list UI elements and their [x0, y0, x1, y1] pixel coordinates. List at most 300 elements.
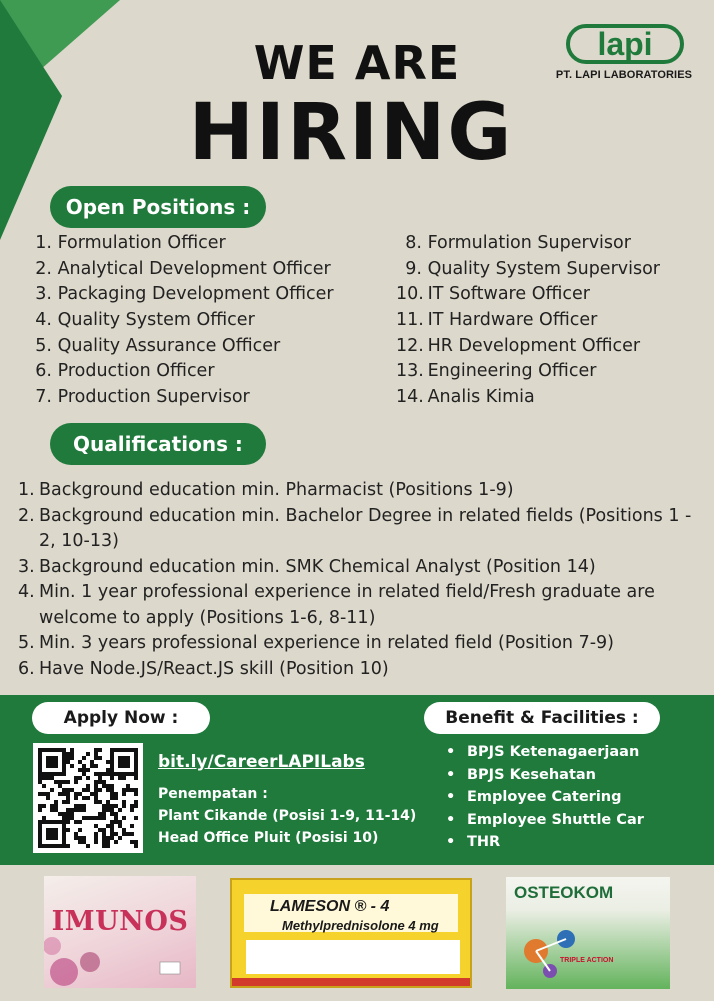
- qr-module: [114, 772, 118, 776]
- open-positions-title: Open Positions :: [50, 186, 266, 228]
- qr-module: [58, 780, 62, 784]
- qr-module: [62, 820, 66, 824]
- qr-module: [94, 780, 98, 784]
- qr-module: [38, 820, 42, 824]
- qr-module: [78, 776, 82, 780]
- qr-module: [106, 844, 110, 848]
- qr-module: [122, 816, 126, 820]
- qr-module: [58, 784, 62, 788]
- qr-module: [54, 760, 58, 764]
- qr-module: [42, 820, 46, 824]
- qr-module: [54, 836, 58, 840]
- qr-module: [134, 760, 138, 764]
- qr-module: [38, 832, 42, 836]
- qr-module: [78, 836, 82, 840]
- qr-module: [70, 764, 74, 768]
- qr-module: [106, 800, 110, 804]
- qr-module: [54, 748, 58, 752]
- qr-module: [38, 776, 42, 780]
- qr-module: [98, 828, 102, 832]
- qr-module: [126, 788, 130, 792]
- qr-module: [94, 836, 98, 840]
- qr-module: [130, 804, 134, 808]
- qr-module: [106, 788, 110, 792]
- qr-module: [98, 800, 102, 804]
- qr-module: [78, 768, 82, 772]
- qr-module: [90, 792, 94, 796]
- qr-module: [122, 832, 126, 836]
- qr-module: [82, 796, 86, 800]
- qr-module: [134, 756, 138, 760]
- qr-module: [50, 836, 54, 840]
- qr-module: [46, 844, 50, 848]
- qualifications-list: [18, 478, 708, 682]
- qr-module: [110, 820, 114, 824]
- qr-module: [54, 808, 58, 812]
- qr-module: [58, 772, 62, 776]
- qr-module: [54, 772, 58, 776]
- qr-module: [118, 836, 122, 840]
- qr-module: [98, 788, 102, 792]
- qr-module: [102, 836, 106, 840]
- product-lameson: [230, 878, 472, 988]
- qr-module: [122, 764, 126, 768]
- qr-module: [102, 840, 106, 844]
- qr-module: [38, 840, 42, 844]
- qr-module: [98, 748, 102, 752]
- qr-module: [134, 764, 138, 768]
- qr-module: [130, 772, 134, 776]
- qr-module: [110, 768, 114, 772]
- qr-module: [50, 820, 54, 824]
- qr-module: [54, 832, 58, 836]
- qr-module: [134, 840, 138, 844]
- qr-module: [110, 748, 114, 752]
- qr-module: [126, 748, 130, 752]
- qr-module: [54, 764, 58, 768]
- qr-module: [110, 792, 114, 796]
- qr-module: [110, 756, 114, 760]
- qr-module: [114, 812, 118, 816]
- qr-module: [82, 768, 86, 772]
- qr-module: [102, 784, 106, 788]
- qr-module: [50, 776, 54, 780]
- qr-module: [106, 804, 110, 808]
- position-item: 1. Formulation Officer: [35, 233, 226, 253]
- qr-module: [86, 768, 90, 772]
- qr-module: [94, 752, 98, 756]
- qr-module: [54, 820, 58, 824]
- qr-module: [110, 804, 114, 808]
- qr-module: [134, 752, 138, 756]
- qr-module: [46, 772, 50, 776]
- qr-module: [70, 812, 74, 816]
- qr-module: [122, 800, 126, 804]
- qr-module: [122, 804, 126, 808]
- qr-module: [62, 788, 66, 792]
- qr-module: [54, 780, 58, 784]
- qr-module: [110, 788, 114, 792]
- qr-module: [66, 800, 70, 804]
- qr-module: [94, 832, 98, 836]
- qr-module: [110, 784, 114, 788]
- qr-module: [102, 780, 106, 784]
- position-item: 5. Quality Assurance Officer: [35, 335, 281, 356]
- qr-module: [46, 796, 50, 800]
- qr-module: [82, 756, 86, 760]
- qr-module: [38, 836, 42, 840]
- qr-module: [98, 812, 102, 816]
- qr-module: [66, 812, 70, 816]
- qr-module: [38, 760, 42, 764]
- qualification-item: 6. Have Node.JS/React.JS skill (Position 10): [18, 658, 389, 679]
- qr-module: [134, 816, 138, 820]
- positions-list-right: [396, 231, 660, 411]
- qr-module: [46, 756, 50, 760]
- qr-module: [86, 844, 90, 848]
- qr-module: [66, 792, 70, 796]
- qr-module: [54, 828, 58, 832]
- qr-module: [62, 836, 66, 840]
- qr-module: [82, 764, 86, 768]
- qualification-item: 2. Background education min. Bachelor Degree in related fields (Positions 1 - 2, 10-13): [18, 505, 692, 551]
- qr-module: [94, 764, 98, 768]
- qr-module: [66, 816, 70, 820]
- qr-module: [134, 776, 138, 780]
- qr-module: [62, 840, 66, 844]
- qr-module: [42, 784, 46, 788]
- qr-module: [94, 756, 98, 760]
- qr-module: [38, 792, 42, 796]
- qr-module: [130, 788, 134, 792]
- qr-module: [98, 756, 102, 760]
- qr-module: [50, 804, 54, 808]
- qr-module: [94, 840, 98, 844]
- qr-module: [94, 784, 98, 788]
- qr-module: [114, 820, 118, 824]
- qr-module: [58, 748, 62, 752]
- qr-module: [126, 832, 130, 836]
- qr-module: [74, 832, 78, 836]
- qr-module: [74, 808, 78, 812]
- qr-module: [46, 764, 50, 768]
- qr-module: [42, 776, 46, 780]
- qr-module: [62, 780, 66, 784]
- qr-module: [66, 760, 70, 764]
- qr-module: [74, 820, 78, 824]
- qr-module: [78, 828, 82, 832]
- qr-module: [106, 824, 110, 828]
- qr-module: [74, 836, 78, 840]
- qr-module: [134, 792, 138, 796]
- qr-module: [114, 816, 118, 820]
- qr-module: [38, 804, 42, 808]
- qr-module: [114, 804, 118, 808]
- qr-module: [130, 808, 134, 812]
- qr-module: [118, 808, 122, 812]
- qr-module: [110, 764, 114, 768]
- placement-head-office: Head Office Pluit (Posisi 10): [158, 830, 379, 846]
- placement-plant: Plant Cikande (Posisi 1-9, 11-14): [158, 808, 417, 824]
- qr-module: [78, 820, 82, 824]
- qr-module: [62, 752, 66, 756]
- qr-module: [74, 780, 78, 784]
- qr-module: [114, 832, 118, 836]
- qr-module: [86, 776, 90, 780]
- qr-module: [50, 844, 54, 848]
- qr-module: [110, 772, 114, 776]
- qr-module: [38, 764, 42, 768]
- lameson-brand: LAMESON ® - 4: [270, 898, 390, 915]
- qr-module: [130, 832, 134, 836]
- qr-module: [74, 804, 78, 808]
- qr-module: [110, 776, 114, 780]
- qr-module: [62, 812, 66, 816]
- qr-module: [110, 828, 114, 832]
- qr-module: [126, 772, 130, 776]
- qr-module: [82, 840, 86, 844]
- qr-module: [54, 756, 58, 760]
- qr-module: [126, 764, 130, 768]
- qr-module: [134, 800, 138, 804]
- osteokom-subtitle: TRIPLE ACTION: [560, 957, 614, 964]
- qr-module: [58, 792, 62, 796]
- qr-module: [90, 760, 94, 764]
- placement-label: Penempatan :: [158, 786, 268, 802]
- qr-module: [102, 812, 106, 816]
- qr-module: [54, 800, 58, 804]
- qr-module: [74, 776, 78, 780]
- qr-module: [94, 772, 98, 776]
- qr-module: [114, 796, 118, 800]
- qr-module: [110, 808, 114, 812]
- qr-module: [62, 772, 66, 776]
- qr-module: [46, 748, 50, 752]
- position-item: 9. Quality System Supervisor: [405, 258, 660, 279]
- qr-module: [134, 768, 138, 772]
- qr-code[interactable]: [33, 743, 143, 853]
- qr-module: [118, 824, 122, 828]
- qr-module: [66, 756, 70, 760]
- qr-module: [118, 764, 122, 768]
- qr-module: [62, 768, 66, 772]
- qr-module: [42, 816, 46, 820]
- qr-module: [122, 772, 126, 776]
- qr-module: [122, 748, 126, 752]
- qr-module: [62, 824, 66, 828]
- qr-module: [46, 836, 50, 840]
- imunos-brand: IMUNOS: [51, 906, 189, 937]
- qr-module: [62, 832, 66, 836]
- qr-module: [78, 760, 82, 764]
- headline-we-are: WE ARE: [253, 36, 461, 90]
- qr-module: [118, 760, 122, 764]
- qr-module: [110, 752, 114, 756]
- qr-module: [50, 760, 54, 764]
- positions-list-left: [34, 231, 334, 411]
- qr-module: [62, 760, 66, 764]
- qr-module: [70, 808, 74, 812]
- qr-module: [122, 756, 126, 760]
- qr-module: [94, 816, 98, 820]
- qr-module: [66, 796, 70, 800]
- qr-code-pattern: [33, 743, 143, 853]
- qr-module: [122, 792, 126, 796]
- apply-now-title: Apply Now :: [32, 702, 210, 734]
- qr-module: [50, 772, 54, 776]
- qr-module: [130, 748, 134, 752]
- qr-module: [90, 764, 94, 768]
- qr-module: [102, 816, 106, 820]
- qr-module: [62, 756, 66, 760]
- qr-module: [42, 748, 46, 752]
- qr-module: [46, 832, 50, 836]
- qr-module: [38, 748, 42, 752]
- qr-module: [78, 804, 82, 808]
- qr-module: [38, 844, 42, 848]
- qr-module: [106, 836, 110, 840]
- qr-module: [42, 792, 46, 796]
- qr-module: [42, 844, 46, 848]
- qr-module: [102, 832, 106, 836]
- qr-module: [38, 780, 42, 784]
- qr-module: [46, 760, 50, 764]
- qr-module: [118, 756, 122, 760]
- qr-module: [94, 824, 98, 828]
- qr-module: [98, 780, 102, 784]
- qr-module: [110, 832, 114, 836]
- qualification-item: 3. Background education min. SMK Chemical Analyst (Position 14): [18, 556, 596, 577]
- product-imunos: [44, 876, 196, 988]
- qr-module: [70, 752, 74, 756]
- qr-module: [130, 840, 134, 844]
- qr-module: [50, 748, 54, 752]
- qr-module: [114, 748, 118, 752]
- qr-module: [118, 772, 122, 776]
- qr-module: [134, 772, 138, 776]
- company-name: PT. LAPI LABORATORIES: [555, 69, 693, 81]
- lameson-subtitle: Methylprednisolone 4 mg: [282, 918, 439, 933]
- qr-module: [106, 760, 110, 764]
- benefit-item: • THR: [446, 834, 501, 850]
- qr-module: [70, 748, 74, 752]
- headline-hiring: HIRING: [188, 88, 514, 178]
- benefit-item: • BPJS Ketenagaerjaan: [446, 744, 640, 760]
- qr-module: [38, 824, 42, 828]
- logo-text: lapi: [597, 26, 653, 62]
- qr-module: [38, 756, 42, 760]
- qr-module: [94, 800, 98, 804]
- qr-module: [62, 800, 66, 804]
- qr-module: [50, 828, 54, 832]
- qr-module: [110, 796, 114, 800]
- qr-module: [126, 756, 130, 760]
- qr-module: [86, 788, 90, 792]
- product-osteokom: [506, 877, 670, 989]
- qr-module: [106, 840, 110, 844]
- qr-module: [82, 772, 86, 776]
- qr-module: [94, 796, 98, 800]
- career-link[interactable]: bit.ly/CareerLAPILabs: [158, 752, 365, 772]
- lameson-stripe: [232, 978, 472, 988]
- qr-module: [102, 844, 106, 848]
- qr-module: [114, 792, 118, 796]
- qr-module: [50, 808, 54, 812]
- qr-module: [46, 792, 50, 796]
- position-item: 4. Quality System Officer: [35, 310, 255, 331]
- qr-module: [122, 760, 126, 764]
- qr-module: [126, 784, 130, 788]
- qr-module: [106, 768, 110, 772]
- qr-module: [126, 760, 130, 764]
- position-item: 7. Production Supervisor: [35, 387, 250, 408]
- position-item: 14. Analis Kimia: [396, 387, 535, 408]
- qr-module: [130, 824, 134, 828]
- qr-module: [82, 816, 86, 820]
- qr-module: [46, 828, 50, 832]
- qr-module: [110, 836, 114, 840]
- qr-module: [42, 804, 46, 808]
- qr-module: [118, 748, 122, 752]
- qr-module: [70, 756, 74, 760]
- position-item: 13. Engineering Officer: [396, 361, 597, 382]
- qr-module: [66, 808, 70, 812]
- qr-module: [82, 788, 86, 792]
- qr-module: [66, 820, 70, 824]
- benefit-item: • Employee Shuttle Car: [446, 811, 644, 828]
- qr-module: [106, 784, 110, 788]
- benefits-title: Benefit & Facilities :: [424, 702, 660, 734]
- qr-module: [78, 808, 82, 812]
- qr-module: [70, 788, 74, 792]
- qr-module: [66, 752, 70, 756]
- qr-module: [86, 784, 90, 788]
- molecule-illustration: [506, 877, 670, 989]
- qr-module: [50, 832, 54, 836]
- qr-module: [38, 808, 42, 812]
- qr-module: [66, 780, 70, 784]
- qr-module: [66, 788, 70, 792]
- position-item: 3. Packaging Development Officer: [35, 284, 334, 305]
- qr-module: [110, 760, 114, 764]
- qr-module: [62, 828, 66, 832]
- qr-module: [50, 756, 54, 760]
- qr-module: [38, 768, 42, 772]
- qr-module: [122, 788, 126, 792]
- qr-module: [134, 788, 138, 792]
- qr-module: [102, 808, 106, 812]
- qr-module: [78, 792, 82, 796]
- qr-module: [62, 748, 66, 752]
- qualification-item: 5. Min. 3 years professional experience in related field (Position 7-9): [18, 633, 614, 653]
- qr-module: [82, 836, 86, 840]
- qr-module: [62, 844, 66, 848]
- qr-module: [38, 828, 42, 832]
- qr-module: [98, 772, 102, 776]
- qr-module: [62, 792, 66, 796]
- qr-module: [50, 764, 54, 768]
- qualification-item: 4. Min. 1 year professional experience in related field/Fresh graduate are welcome to apply (Positions 1-6, 8-11): [18, 582, 655, 628]
- qr-module: [118, 820, 122, 824]
- qr-module: [98, 816, 102, 820]
- position-item: 10. IT Software Officer: [396, 284, 590, 305]
- qr-module: [94, 792, 98, 796]
- qr-module: [74, 796, 78, 800]
- qr-module: [122, 828, 126, 832]
- qr-module: [86, 816, 90, 820]
- qr-module: [46, 820, 50, 824]
- qualification-item: 1. Background education min. Pharmacist (Positions 1-9): [18, 480, 514, 500]
